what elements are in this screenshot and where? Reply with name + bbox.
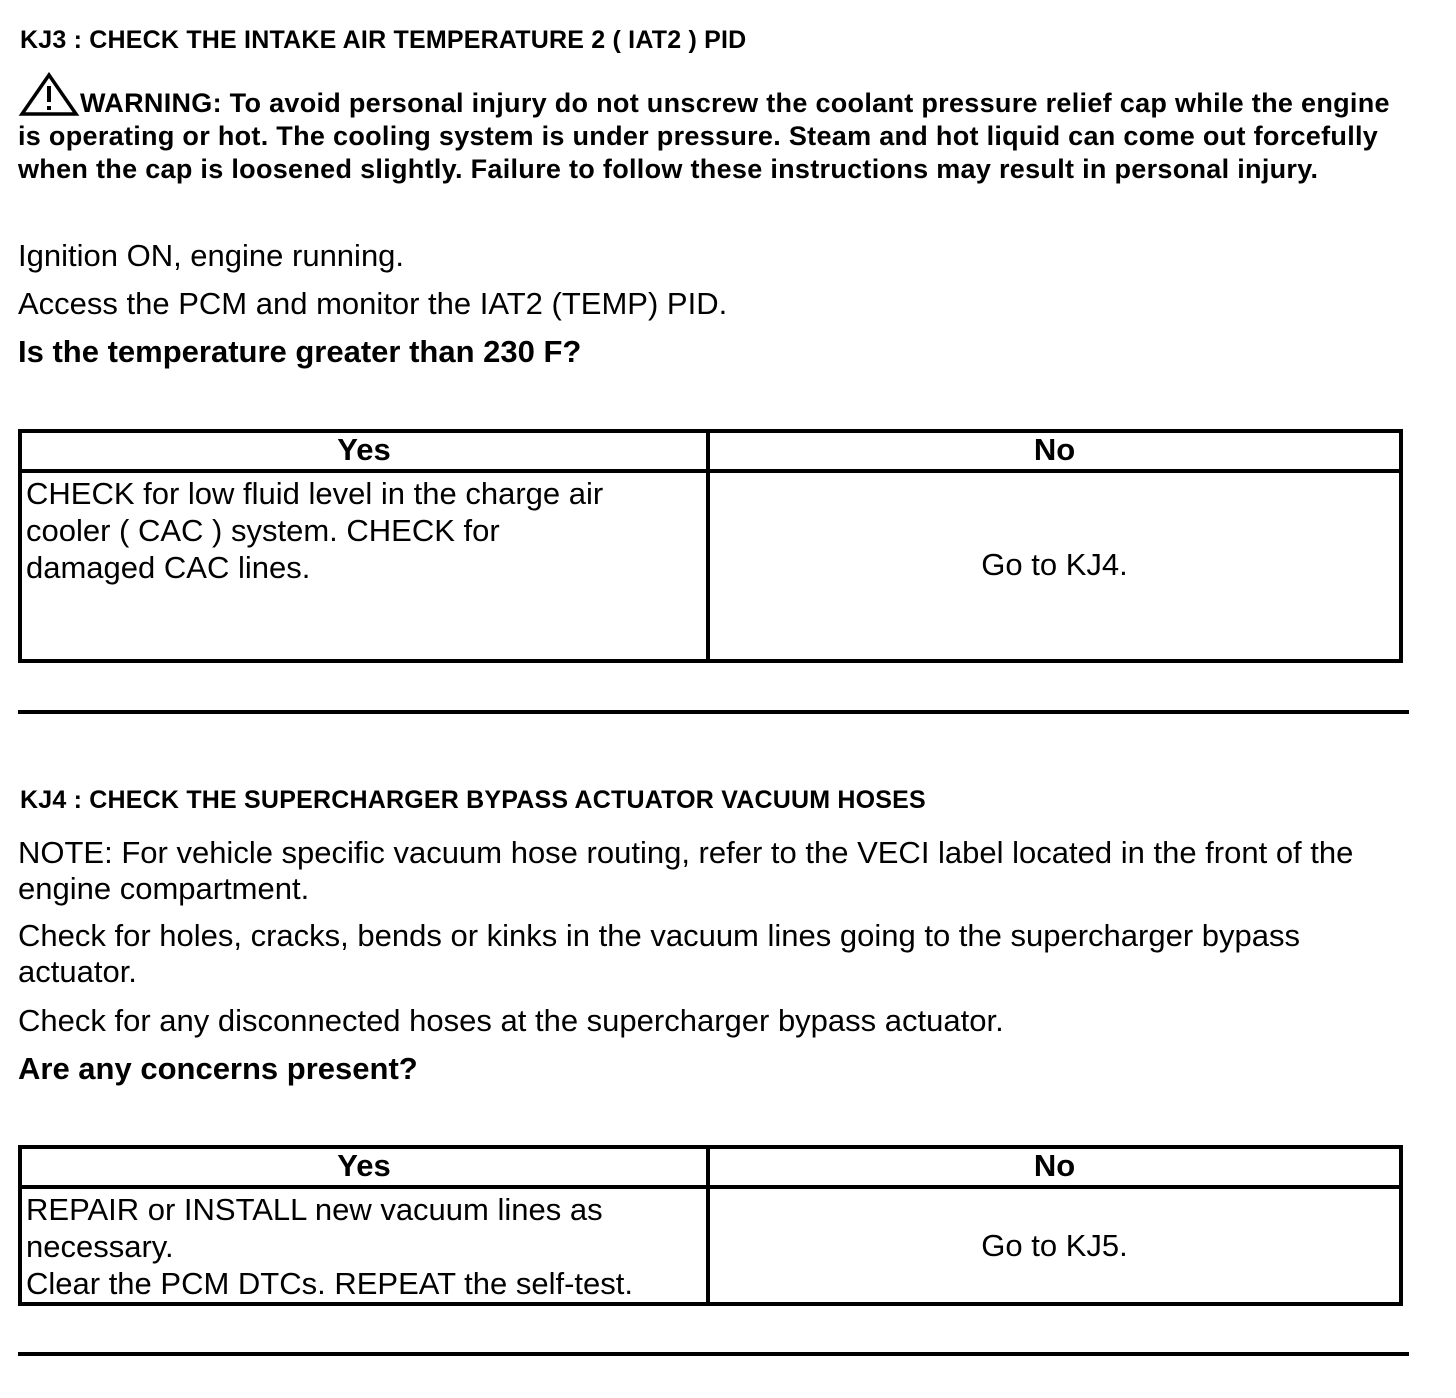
section-divider <box>18 710 1409 714</box>
kj4-yes-action <box>20 1187 708 1304</box>
warning-triangle-icon <box>18 72 80 118</box>
kj4-question: Are any concerns present? <box>18 1051 418 1086</box>
kj3-heading: KJ3 : CHECK THE INTAKE AIR TEMPERATURE 2 ( IAT2 ) PID <box>20 26 747 54</box>
warning-label: WARNING <box>80 88 213 118</box>
kj4-no-text: Go to KJ5. <box>981 1227 1128 1263</box>
kj3-step-ignition: Ignition ON, engine running. <box>18 238 405 273</box>
kj4-step-disconnected-hoses: Check for any disconnected hoses at the supercharger bypass actuator. <box>18 1003 1004 1038</box>
kj4-heading: KJ4 : CHECK THE SUPERCHARGER BYPASS ACTUATOR VACUUM HOSES <box>20 786 926 814</box>
kj3-question: Is the temperature greater than 230 F? <box>18 334 582 369</box>
kj4-yes-header: Yes <box>20 1147 708 1187</box>
kj3-warning <box>18 72 1418 186</box>
kj4-yes-line: necessary. <box>26 1229 174 1264</box>
kj4-yes-line: Clear the PCM DTCs. REPEAT the self-test. <box>26 1266 633 1301</box>
kj3-step-access-pcm: Access the PCM and monitor the IAT2 (TEMP) PID. <box>18 286 728 321</box>
kj4-no-header: No <box>708 1147 1401 1187</box>
section-divider <box>18 1352 1409 1356</box>
kj3-yes-header: Yes <box>20 431 708 471</box>
kj4-step-check-holes: Check for holes, cracks, bends or kinks in the vacuum lines going to the supercharger bypass actuator. <box>18 918 1300 989</box>
kj3-yes-action <box>20 471 708 661</box>
kj3-yes-line: damaged CAC lines. <box>26 550 311 585</box>
kj3-yes-line: cooler ( CAC ) system. CHECK for <box>26 513 500 548</box>
kj3-no-text: Go to KJ4. <box>981 547 1128 582</box>
kj4-note: NOTE: For vehicle specific vacuum hose routing, refer to the VECI label located in the front of the engine compartment. <box>18 835 1354 906</box>
kj3-no-header: No <box>708 431 1401 471</box>
kj3-yes-line: CHECK for low fluid level in the charge air <box>26 476 604 511</box>
kj4-yes-no-table <box>18 1145 1403 1306</box>
kj4-yes-line: REPAIR or INSTALL new vacuum lines as <box>26 1192 603 1227</box>
kj3-no-action <box>708 471 1401 661</box>
kj4-no-action <box>708 1187 1401 1304</box>
kj3-yes-no-table <box>18 429 1403 663</box>
warning-text: : To avoid personal injury do not unscrew the coolant pressure relief cap while the engine is operating or hot. The cooling system is under pressure. Steam and hot liquid can come out forcefully when the cap is loosened slightly. Failure to follow these instructions may result in personal injury. <box>18 88 1390 184</box>
